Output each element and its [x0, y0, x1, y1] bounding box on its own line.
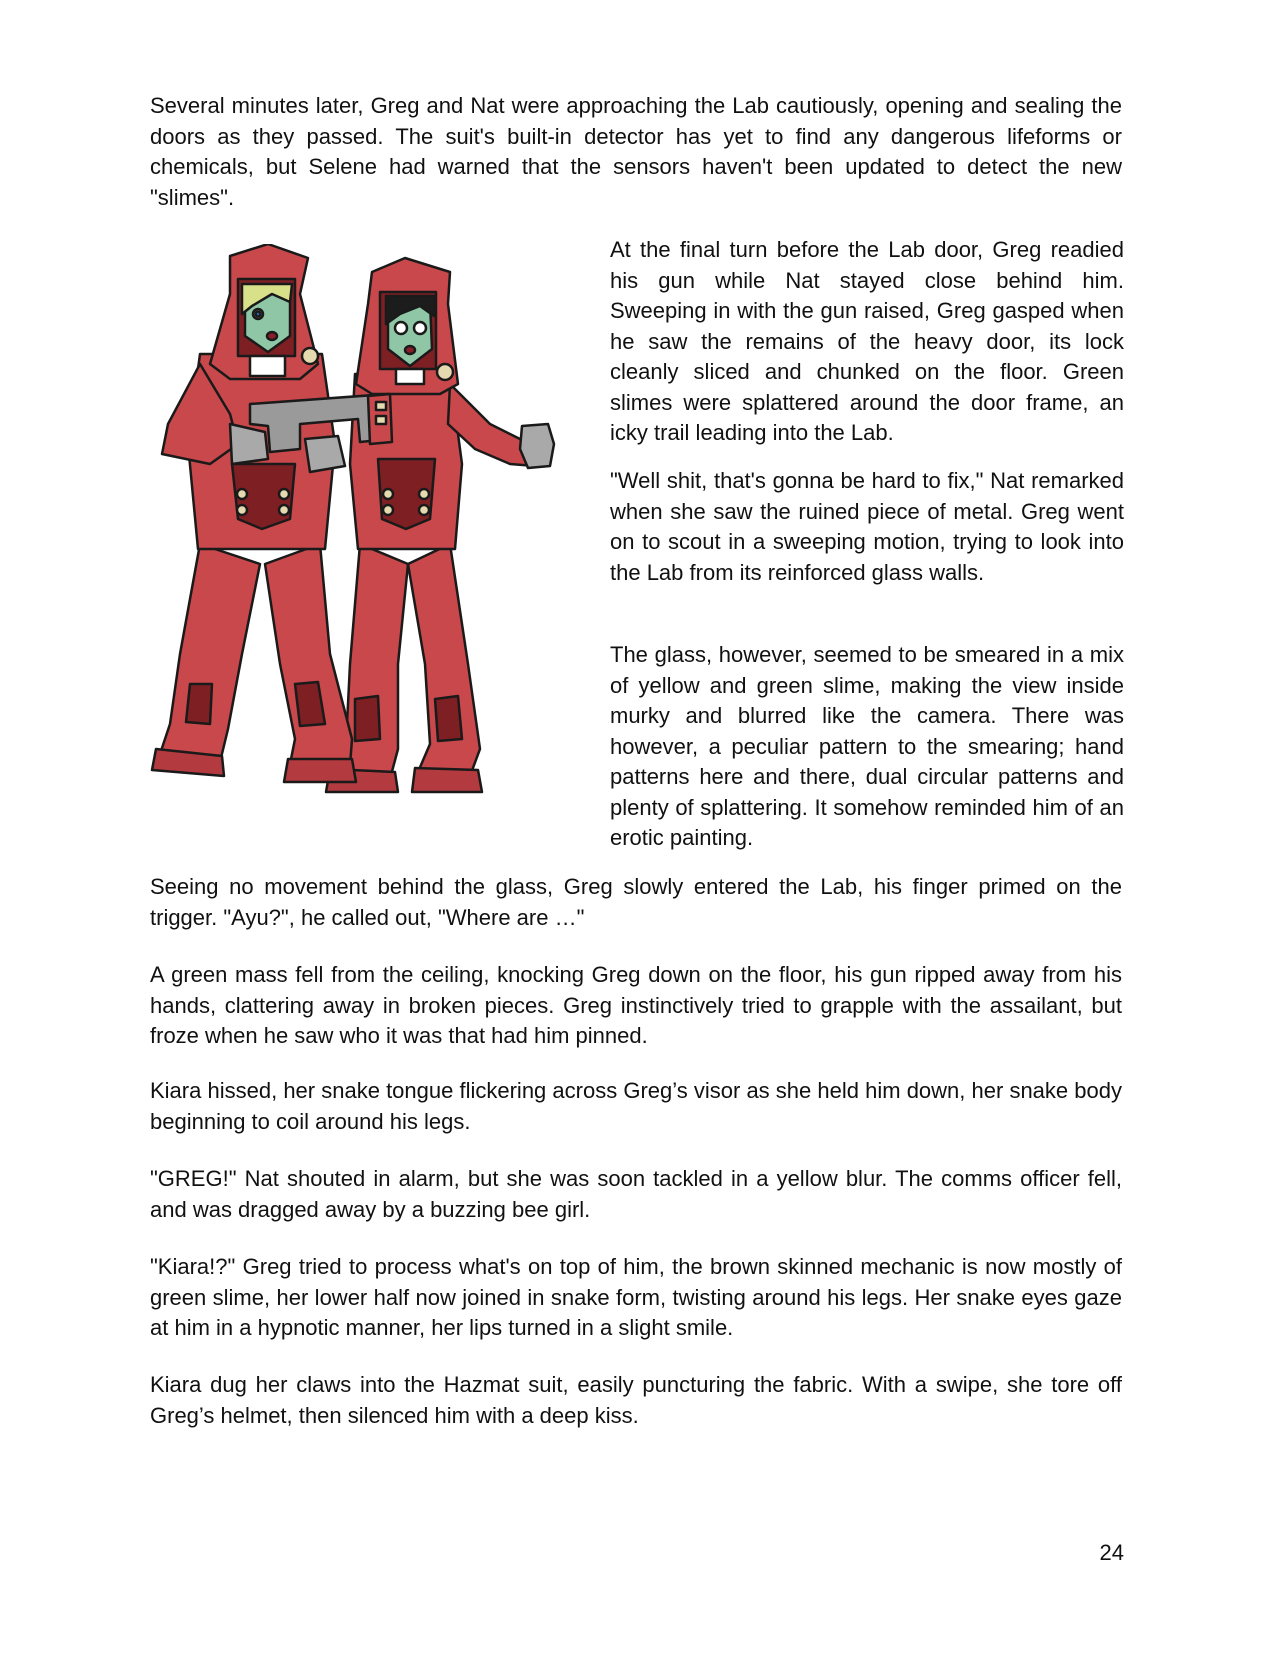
page-number: 24 [1099, 1540, 1124, 1565]
paragraph-6: A green mass fell from the ceiling, knocking Greg down on the floor, his gun ripped away from his hands, clattering away in broken pieces. Greg instinctively tried to grapple with the assailant, but froze when he saw who it was that had him pinned. [150, 962, 1122, 1048]
paragraph-4: The glass, however, seemed to be smeared in a mix of yellow and green slime, making the view inside murky and blurred like the camera. There was however, a peculiar pattern to the smearing; hand patterns here and there, dual circular patterns and plenty of splattering. It somehow reminded him of an erotic painting. [610, 642, 1124, 850]
paragraph-2: At the final turn before the Lab door, Greg readied his gun while Nat stayed close behind him. Sweeping in with the gun raised, Greg gasped when he saw the remains of the heavy door, its lock cleanly sliced and chunked on the floor. Green slimes were splattered around the door frame, an icky trail leading into the Lab. [610, 237, 1124, 445]
paragraph-1: Several minutes later, Greg and Nat were approaching the Lab cautiously, opening and sealing the doors as they passed. The suit's built-in detector has yet to find any dangerous lifeforms or chemicals, but Selene had warned that the sensors haven't been updated to detect the new "slimes". [150, 93, 1122, 210]
nat-figure [326, 258, 554, 792]
hazmat-crew-illustration [150, 244, 590, 824]
paragraph-5: Seeing no movement behind the glass, Greg slowly entered the Lab, his finger primed on the trigger. "Ayu?", he called out, "Where are …" [150, 874, 1122, 930]
paragraph-10: Kiara dug her claws into the Hazmat suit, easily puncturing the fabric. With a swipe, she tore off Greg’s helmet, then silenced him with a deep kiss. [150, 1372, 1122, 1428]
paragraph-7: Kiara hissed, her snake tongue flickering across Greg’s visor as she held him down, her snake body beginning to coil around his legs. [150, 1078, 1122, 1134]
paragraph-9: "Kiara!?" Greg tried to process what's on top of him, the brown skinned mechanic is now mostly of green slime, her lower half now joined in snake form, twisting around his legs. Her snake eyes gaze at him in a hypnotic manner, her lips turned in a slight smile. [150, 1254, 1122, 1340]
paragraph-8: "GREG!" Nat shouted in alarm, but she was soon tackled in a yellow blur. The comms officer fell, and was dragged away by a buzzing bee girl. [150, 1166, 1122, 1222]
paragraph-3: "Well shit, that's gonna be hard to fix," Nat remarked when she saw the ruined piece of metal. Greg went on to scout in a sweeping motion, trying to look into the Lab from its reinforced glass walls. [610, 468, 1124, 585]
